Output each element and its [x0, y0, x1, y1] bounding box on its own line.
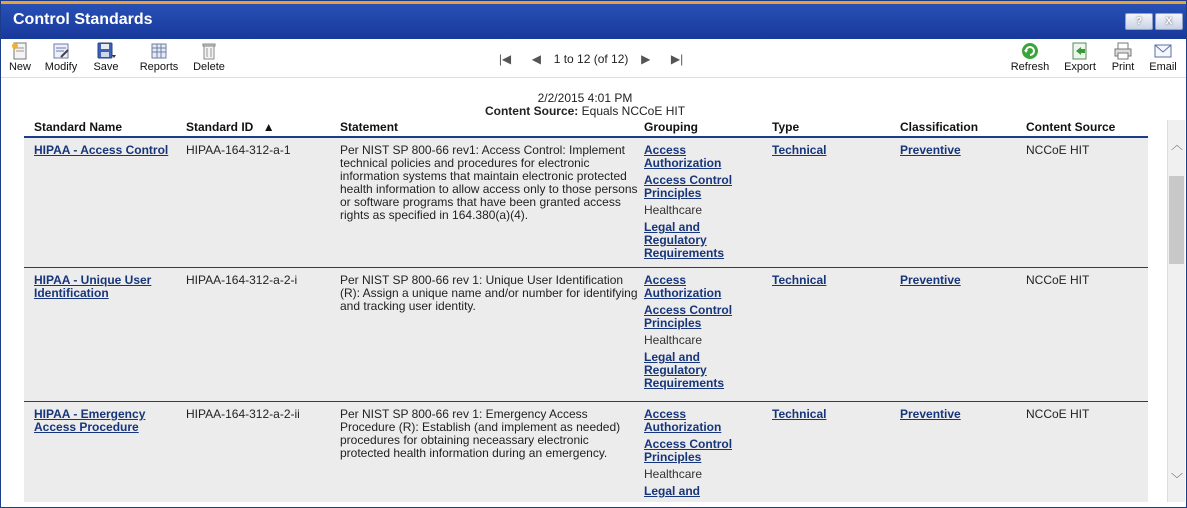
- trash-icon: [199, 42, 219, 60]
- delete-button[interactable]: [191, 42, 227, 73]
- export-label: Export: [1064, 61, 1096, 73]
- statement: Per NIST SP 800-66 rev1: Access Control: Implement technical policies and procedures for electronic information systems that maintain electronic protected health information to allow access only to those persons or software programs that have been granted access rights as specified in 164.380(a)(4).: [340, 143, 638, 222]
- email-icon: [1153, 42, 1173, 60]
- first-page-button[interactable]: |◀: [498, 51, 512, 66]
- grouping-link[interactable]: Access Control Principles: [644, 303, 733, 330]
- last-page-button[interactable]: ▶|: [670, 51, 684, 66]
- refresh-label: Refresh: [1010, 61, 1050, 73]
- grouping-text: Healthcare: [644, 203, 703, 217]
- new-document-icon: [10, 42, 30, 60]
- title-bar: [1, 1, 1186, 39]
- print-label: Print: [1111, 61, 1135, 73]
- window-title: Control Standards: [13, 11, 153, 28]
- statement: Per NIST SP 800-66 rev 1: Emergency Access Procedure (R): Establish (and implement as needed) procedures for obtaining neceassary electronic protected health information during an emergency.: [340, 407, 621, 460]
- standard-id: HIPAA-164-312-a-2-ii: [186, 407, 300, 421]
- report-header: [0, 92, 1170, 118]
- modify-button[interactable]: [43, 42, 79, 73]
- scroll-down-icon[interactable]: ﹀: [1171, 472, 1184, 486]
- prev-page-button[interactable]: ◀: [531, 51, 541, 66]
- new-label: New: [8, 61, 31, 73]
- classification-link[interactable]: Preventive: [900, 273, 961, 287]
- table-row: [24, 268, 1148, 402]
- reports-button[interactable]: [137, 42, 181, 73]
- standard-name-link[interactable]: HIPAA - Access Control: [34, 143, 169, 157]
- reports-label: Reports: [139, 61, 179, 73]
- col-statement[interactable]: Statement: [340, 120, 399, 134]
- new-button[interactable]: [7, 42, 33, 73]
- filter-label: Content Source:: [484, 104, 579, 118]
- col-type[interactable]: Type: [772, 120, 800, 134]
- classification-link[interactable]: Preventive: [900, 407, 961, 421]
- email-label: Email: [1149, 61, 1177, 73]
- grouping-text: Healthcare: [644, 467, 703, 481]
- grouping-list: [644, 144, 764, 264]
- modify-label: Modify: [44, 61, 78, 73]
- col-standard-name[interactable]: Standard Name: [34, 120, 123, 134]
- standard-name-link[interactable]: HIPAA - Unique User Identification: [34, 273, 152, 300]
- scrollbar-thumb[interactable]: [1169, 176, 1184, 264]
- grouping-list: [644, 408, 764, 502]
- scroll-up-icon[interactable]: ︿: [1171, 138, 1184, 152]
- export-icon: [1070, 42, 1090, 60]
- save-label: Save: [93, 61, 119, 73]
- modify-icon: [51, 42, 71, 60]
- standard-id: HIPAA-164-312-a-2-i: [186, 273, 298, 287]
- help-button[interactable]: ?: [1125, 13, 1153, 30]
- grouping-link[interactable]: Legal and: [644, 484, 701, 498]
- grouping-list: [644, 274, 764, 394]
- report-date: 2/2/2015 4:01 PM: [537, 91, 633, 105]
- col-standard-id[interactable]: [186, 120, 275, 134]
- toolbar: [1, 39, 1186, 78]
- email-button[interactable]: [1147, 42, 1179, 73]
- grouping-link[interactable]: Access Authorization: [644, 407, 722, 434]
- type-link[interactable]: Technical: [772, 143, 827, 157]
- grouping-link[interactable]: Legal and Regulatory Requirements: [644, 350, 725, 390]
- filter-value: Equals NCCoE HIT: [581, 104, 686, 118]
- export-button[interactable]: [1061, 42, 1099, 73]
- standards-grid: [24, 120, 1148, 502]
- reports-icon: [149, 42, 169, 60]
- save-button[interactable]: [91, 42, 121, 73]
- refresh-icon: [1020, 42, 1040, 60]
- col-classification[interactable]: Classification: [900, 120, 979, 134]
- delete-label: Delete: [193, 61, 225, 73]
- grouping-link[interactable]: Access Control Principles: [644, 173, 733, 200]
- statement: Per NIST SP 800-66 rev 1: Unique User Identification (R): Assign a unique name and/or number for identifying and tracking user identity.: [340, 273, 638, 313]
- grouping-text: Healthcare: [644, 333, 703, 347]
- print-icon: [1113, 42, 1133, 60]
- standard-id: HIPAA-164-312-a-1: [186, 143, 291, 157]
- content-source: NCCoE HIT: [1026, 143, 1090, 157]
- sort-ascending-icon: ▲: [262, 120, 275, 134]
- page-range: 1 to 12 (of 12): [553, 51, 629, 66]
- save-icon: [96, 42, 116, 60]
- next-page-button[interactable]: ▶: [641, 51, 651, 66]
- col-standard-id-label: Standard ID: [186, 120, 254, 134]
- report-filter: [0, 105, 1170, 118]
- grouping-link[interactable]: Access Control Principles: [644, 437, 733, 464]
- print-button[interactable]: [1109, 42, 1137, 73]
- type-link[interactable]: Technical: [772, 407, 827, 421]
- type-link[interactable]: Technical: [772, 273, 827, 287]
- close-button[interactable]: X: [1155, 13, 1183, 30]
- standard-name-link[interactable]: HIPAA - Emergency Access Procedure: [34, 407, 146, 434]
- col-grouping[interactable]: Grouping: [644, 120, 698, 134]
- table-row: [24, 138, 1148, 268]
- content-source: NCCoE HIT: [1026, 407, 1090, 421]
- grouping-link[interactable]: Access Authorization: [644, 143, 722, 170]
- grouping-link[interactable]: Access Authorization: [644, 273, 722, 300]
- classification-link[interactable]: Preventive: [900, 143, 961, 157]
- grouping-link[interactable]: Legal and Regulatory Requirements: [644, 220, 725, 260]
- content-source: NCCoE HIT: [1026, 273, 1090, 287]
- pager: [491, 51, 691, 66]
- table-row: [24, 402, 1148, 502]
- refresh-button[interactable]: [1009, 42, 1051, 73]
- col-content-source[interactable]: Content Source: [1026, 120, 1116, 134]
- vertical-scrollbar[interactable]: [1167, 120, 1185, 502]
